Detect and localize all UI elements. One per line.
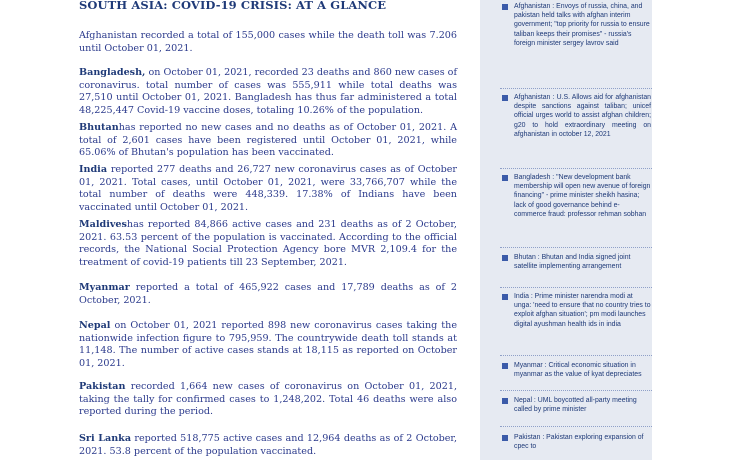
country-name: Sri Lanka [79,433,132,444]
divider [500,287,652,288]
country-name: Nepal [79,320,111,331]
bullet-icon [502,363,508,369]
divider [500,355,652,356]
country-text: Afghanistan recorded a total of 155,000 cases while the death toll was 7.206 until October 01, 2021. [79,30,457,54]
country-paragraph-nepal [79,320,457,370]
country-paragraph-india [79,164,457,214]
news-item-nepal[interactable]: Nepal : UML boycotted all-party meeting called by prime minister [514,397,637,414]
country-text: on October 01, 2021 reported 898 new coronavirus cases taking the nationwide infection figure to 795,959. The countrywide death toll stands at 11,148. The number of active cases stands at 18,115 as reported on October 01, 2021. [79,320,457,369]
country-paragraph-pakistan [79,381,457,419]
news-item-bangladesh[interactable]: Bangladesh : "New development bank membership will open new avenue of foreign financing" - prime minister sheikh hasina; lack of good governance behind e-commerce fraud: professor rehman sobhan [514,174,651,218]
news-item-myanmar[interactable]: Myanmar : Critical economic situation in myanmar as the value of kyat depreciates [514,362,642,379]
country-paragraph-afghanistan [79,30,457,55]
country-name: India [79,164,108,175]
country-text: reported 518,775 active cases and 12,964 deaths as of 2 October, 2021. 53.8 percent of the population vaccinated. [79,433,457,457]
country-name: Bangladesh, [79,67,146,78]
news-item-afghanistan-2[interactable]: Afghanistan : U.S. Allows aid for afghanistan despite sanctions against taliban; unicef official urges world to assist afghan children; g20 to hold extraordinary meeting on afghanistan in october 12, 2021 [514,94,651,138]
news-sidebar [480,0,652,460]
country-text: has reported no new cases and no deaths as of October 01, 2021. A total of 2,601 cases have been registered until October 01, 2021, while 65.06% of Bhutan's population has been vaccinated. [79,122,457,159]
country-name: Maldives [79,219,127,230]
divider [500,88,652,89]
country-paragraph-bhutan [79,122,457,160]
bullet-icon [502,435,508,441]
country-text: reported 277 deaths and 26,727 new coronavirus cases as of October 01, 2021. Total cases, until October 01, 2021, were 33,766,707 while the total number of deaths were 448,339. 17.38% of Indians have been vaccinated until October 01, 2021. [79,164,457,213]
divider [500,426,652,427]
country-paragraph-srilanka [79,433,457,458]
country-text: reported a total of 465,922 cases and 17,789 deaths as of 2 October, 2021. [79,282,457,306]
country-text: has reported 84,866 active cases and 231 deaths as of 2 October, 2021. 63.53 percent of the population is vaccinated. According to the official records, the National Social Protection Agency bore MVR 2,109.4 for the treatment of covid-19 patients till 23 September, 2021. [79,219,457,268]
bullet-icon [502,255,508,261]
country-name: Bhutan [79,122,119,133]
divider [500,168,652,169]
country-paragraph-myanmar [79,282,457,307]
news-item-bhutan[interactable]: Bhutan : Bhutan and India signed joint satellite implementing arrangement [514,254,631,271]
bullet-icon [502,294,508,300]
country-name: Myanmar [79,282,130,293]
divider [500,247,652,248]
country-text: on October 01, 2021, recorded 23 deaths and 860 new cases of coronavirus. total number of cases was 555,911 while total deaths was 27,510 until October 01, 2021. Bangladesh has thus far administered a total 48,225,447 Covid-19 vaccine doses, totaling 10.26% of the population. [79,67,457,116]
bullet-icon [502,175,508,181]
bullet-icon [502,95,508,101]
news-item-pakistan[interactable]: Pakistan : Pakistan exploring expansion of cpec to [514,434,644,451]
country-paragraph-bangladesh [79,67,457,117]
country-paragraph-maldives [79,219,457,269]
news-item-afghanistan[interactable]: Afghanistan : Envoys of russia, china, and pakistan held talks with afghan interim government; "top priority for russia to ensure taliban keeps their promises" - russia's foreign minister sergey lavrov said [514,3,650,47]
bullet-icon [502,4,508,10]
bullet-icon [502,398,508,404]
divider [500,390,652,391]
news-item-india[interactable]: India : Prime minister narendra modi at unga: 'need to ensure that no country tries to exploit afghan situation'; pm modi launches digital ayushman health ids in india [514,293,651,328]
country-text: recorded 1,664 new cases of coronavirus on October 01, 2021, taking the tally for confirmed cases to 1,248,202. Total 46 deaths were also reported during the period. [79,381,457,418]
page-title: SOUTH ASIA: COVID-19 CRISIS: AT A GLANCE [79,0,387,12]
country-name: Pakistan [79,381,126,392]
